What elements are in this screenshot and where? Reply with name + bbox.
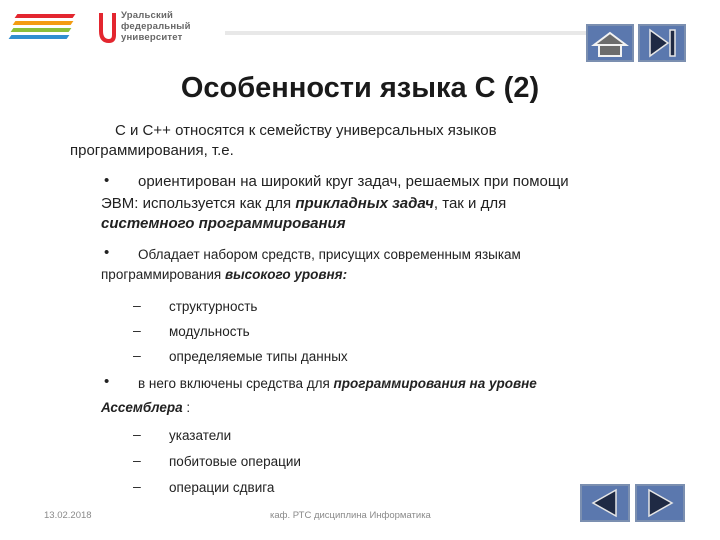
bullet-3-dash-2: – xyxy=(133,452,141,468)
bullet-2-item-2: модульность xyxy=(169,324,250,339)
university-name xyxy=(121,10,191,43)
bullet-2-dash-3: – xyxy=(133,347,141,363)
logo-stripe-orange xyxy=(13,21,74,25)
bullet-2-line-2 xyxy=(101,265,347,284)
bullet-1-emphasis-system: системного программирования xyxy=(101,215,346,232)
bullet-2-dash-2: – xyxy=(133,322,141,338)
slide-title: Особенности языка С (2) xyxy=(180,72,540,104)
university-logo-icon xyxy=(98,11,116,45)
bullet-2-item-1: структурность xyxy=(169,299,258,314)
bullet-3-item-2: побитовые операции xyxy=(169,454,301,469)
bullet-3-item-3: операции сдвига xyxy=(169,480,275,495)
bullet-3-marker: • xyxy=(104,373,110,390)
bullet-2-dash-1: – xyxy=(133,297,141,313)
bullet-2-line-2-text: программирования xyxy=(101,267,225,282)
bullet-1-line-2-tail: , так и для xyxy=(433,195,507,212)
next-slide-button[interactable] xyxy=(635,484,685,522)
intro-line-2: программирования, т.е. xyxy=(70,142,234,159)
skip-forward-icon xyxy=(640,26,684,60)
previous-slide-button[interactable] xyxy=(580,484,630,522)
bullet-2-marker: • xyxy=(104,244,110,261)
bullet-3-line-1-text: в него включены средства для xyxy=(138,376,334,391)
bullet-3-dash-3: – xyxy=(133,478,141,494)
home-button[interactable] xyxy=(586,24,634,62)
bullet-1-marker: • xyxy=(104,172,110,189)
bullet-1-line-2-text: ЭВМ: используется как для xyxy=(101,195,296,212)
header-rule xyxy=(225,31,590,35)
bullet-3-item-1: указатели xyxy=(169,428,232,443)
bullet-1-line-3 xyxy=(101,214,346,234)
bullet-3-emphasis-assembler: Ассемблера xyxy=(101,400,183,415)
bullet-3-line-1 xyxy=(138,374,537,393)
footer-department: каф. РТС дисциплина Информатика xyxy=(270,510,431,521)
university-name-line3: университет xyxy=(121,32,183,43)
arrow-left-icon xyxy=(582,486,628,520)
university-name-line2: федеральный xyxy=(121,21,191,32)
bullet-1-line-2 xyxy=(101,194,506,214)
intro-line-1: С и С++ относятся к семейству универсальных языков xyxy=(115,122,497,139)
university-name-line1: Уральский xyxy=(121,10,174,21)
arrow-right-icon xyxy=(637,486,683,520)
footer-date: 13.02.2018 xyxy=(44,510,92,521)
bullet-3-dash-1: – xyxy=(133,426,141,442)
bullet-2-line-1: Обладает набором средств, присущих современным языкам xyxy=(138,247,521,262)
bullet-1-line-1: ориентирован на широкий круг задач, решаемых при помощи xyxy=(138,173,569,190)
bullet-1-emphasis-applied: прикладных задач xyxy=(295,195,434,212)
logo-stripe-green xyxy=(11,28,72,32)
home-icon xyxy=(588,26,632,60)
logo-stripe-blue xyxy=(9,35,70,39)
logo-stripes xyxy=(6,14,74,44)
bullet-2-item-3: определяемые типы данных xyxy=(169,349,348,364)
bullet-3-emphasis-low-level: программирования на уровне xyxy=(333,376,537,391)
last-slide-button[interactable] xyxy=(638,24,686,62)
bullet-2-emphasis-high-level: высокого уровня: xyxy=(224,267,348,282)
bullet-3-line-2-tail: : xyxy=(182,400,191,415)
logo-stripe-red xyxy=(15,14,76,18)
bullet-3-line-2 xyxy=(101,398,190,417)
